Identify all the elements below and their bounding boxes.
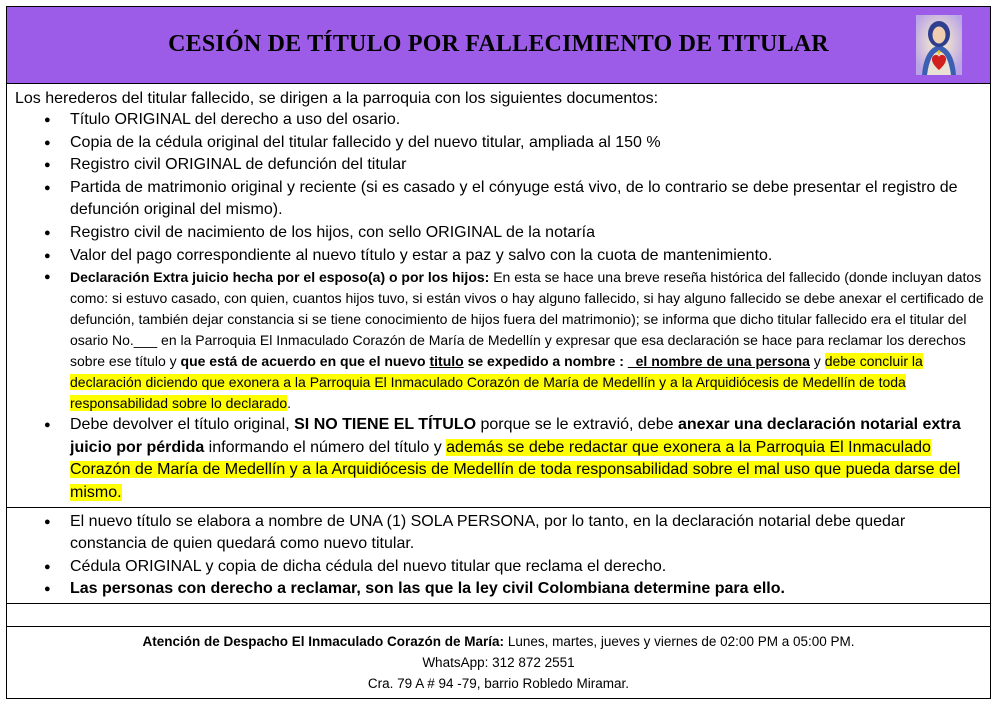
list-item: ● Título ORIGINAL del derecho a uso del osario. [70,109,984,132]
title-header [7,7,990,84]
list-item: ● Cédula ORIGINAL y copia de dicha cédula del nuevo titular que reclama el derecho. [70,556,984,579]
requirements-section [7,84,990,508]
declaration-end: . [287,395,292,412]
return-highlight: además se debe redactar que exonera a la Parroquia El Inmaculado Corazón de María de Medellín y a la Arquidiócesis de Medellín de toda responsabilidad sobre el mal uso que pueda darse del mismo. [70,438,961,501]
return-title-item [70,414,984,504]
list-item: ● Registro civil ORIGINAL de defunción del titular [70,154,984,177]
footer [7,627,990,698]
list-item-bold: ● Las personas con derecho a reclamar, son las que la ley civil Colombiana determine para ello. [70,578,984,601]
declaration-bold-underlined-word: titulo [429,353,464,370]
declaration-highlight: debe concluir la declaración diciendo que exonera a la Parroquia El Inmaculado Corazón de María de Medellín y a la Arquidiócesis de Medellín de toda responsabilidad sobre lo declarado [70,353,923,412]
document-table [6,6,991,699]
empty-row [7,604,990,627]
declaration-text: En esta se hace una breve reseña histórica del fallecido (donde incluyan datos como: si estuvo casado, con quien, cuantos hijos tuvo, si están vivos o hay alguno fallecido, si hay alguno fallecido se debe anexar el certificado de defunción, también dejar constancia si se tiene conocimiento de hijos fuera del matrimonio); se informa que dicho titular fallecido era el titular del osario No.___ en la Parroquia El Inmaculado Corazón de María de Medellín y expresar que esa declaración se hace para reclamar los derechos sobre ese título y [70,269,984,370]
declaration-bold-continued: se expedido a nombre : [463,353,628,370]
return-bold-1: SI NO TIENE EL TÍTULO [294,416,477,434]
requirements-list [15,109,984,505]
list-item: ● Copia de la cédula original del titular fallecido y del nuevo titular, ampliada al 150 % [70,132,984,155]
office-hours-text: Lunes, martes, jueves y viernes de 02:00 PM a 05:00 PM. [504,633,855,649]
list-item: ● Valor del pago correspondiente al nuevo título y estar a paz y salvo con la cuota de mantenimiento. [70,245,984,268]
list-item: ● El nuevo título se elabora a nombre de UNA (1) SOLA PERSONA, por lo tanto, en la declaración notarial debe quedar constancia de quien quedará como nuevo titular. [70,511,984,556]
office-label: Atención de Despacho El Inmaculado Corazón de María: [142,633,505,649]
declaration-lead: Declaración Extra juicio hecha por el esposo(a) o por los hijos: [70,269,490,286]
page-title: CESIÓN DE TÍTULO POR FALLECIMIENTO DE TITULAR [168,31,829,57]
declaration-connector: y [809,353,825,370]
return-bold-2: anexar una declaración notarial extra juicio por pérdida [70,416,961,456]
return-text-3: informando el número del título y [204,438,447,456]
address: Cra. 79 A # 94 -79, barrio Robledo Miramar. [367,675,630,691]
whatsapp-contact: WhatsApp: 312 872 2551 [422,654,575,670]
conditions-list [15,511,984,601]
declaration-name-placeholder: _el nombre de una persona [627,353,810,370]
list-item: ● Partida de matrimonio original y reciente (si es casado y el cónyuge está vivo, de lo contrario se debe presentar el registro de defunción original del mismo). [70,177,984,222]
return-text-1: Debe devolver el título original, [70,416,295,434]
sacred-heart-of-mary-image [916,15,962,75]
office-hours [7,631,990,652]
declaration-bold: que está de acuerdo en que el nuevo [180,353,430,370]
return-text-2: porque se le extravió, debe [476,416,678,434]
intro-text: Los herederos del titular fallecido, se dirigen a la parroquia con los siguientes documentos: [15,90,659,107]
conditions-section [7,508,990,604]
list-item: ● Registro civil de nacimiento de los hijos, con sello ORIGINAL de la notaría [70,222,984,245]
declaration-item [70,267,984,414]
